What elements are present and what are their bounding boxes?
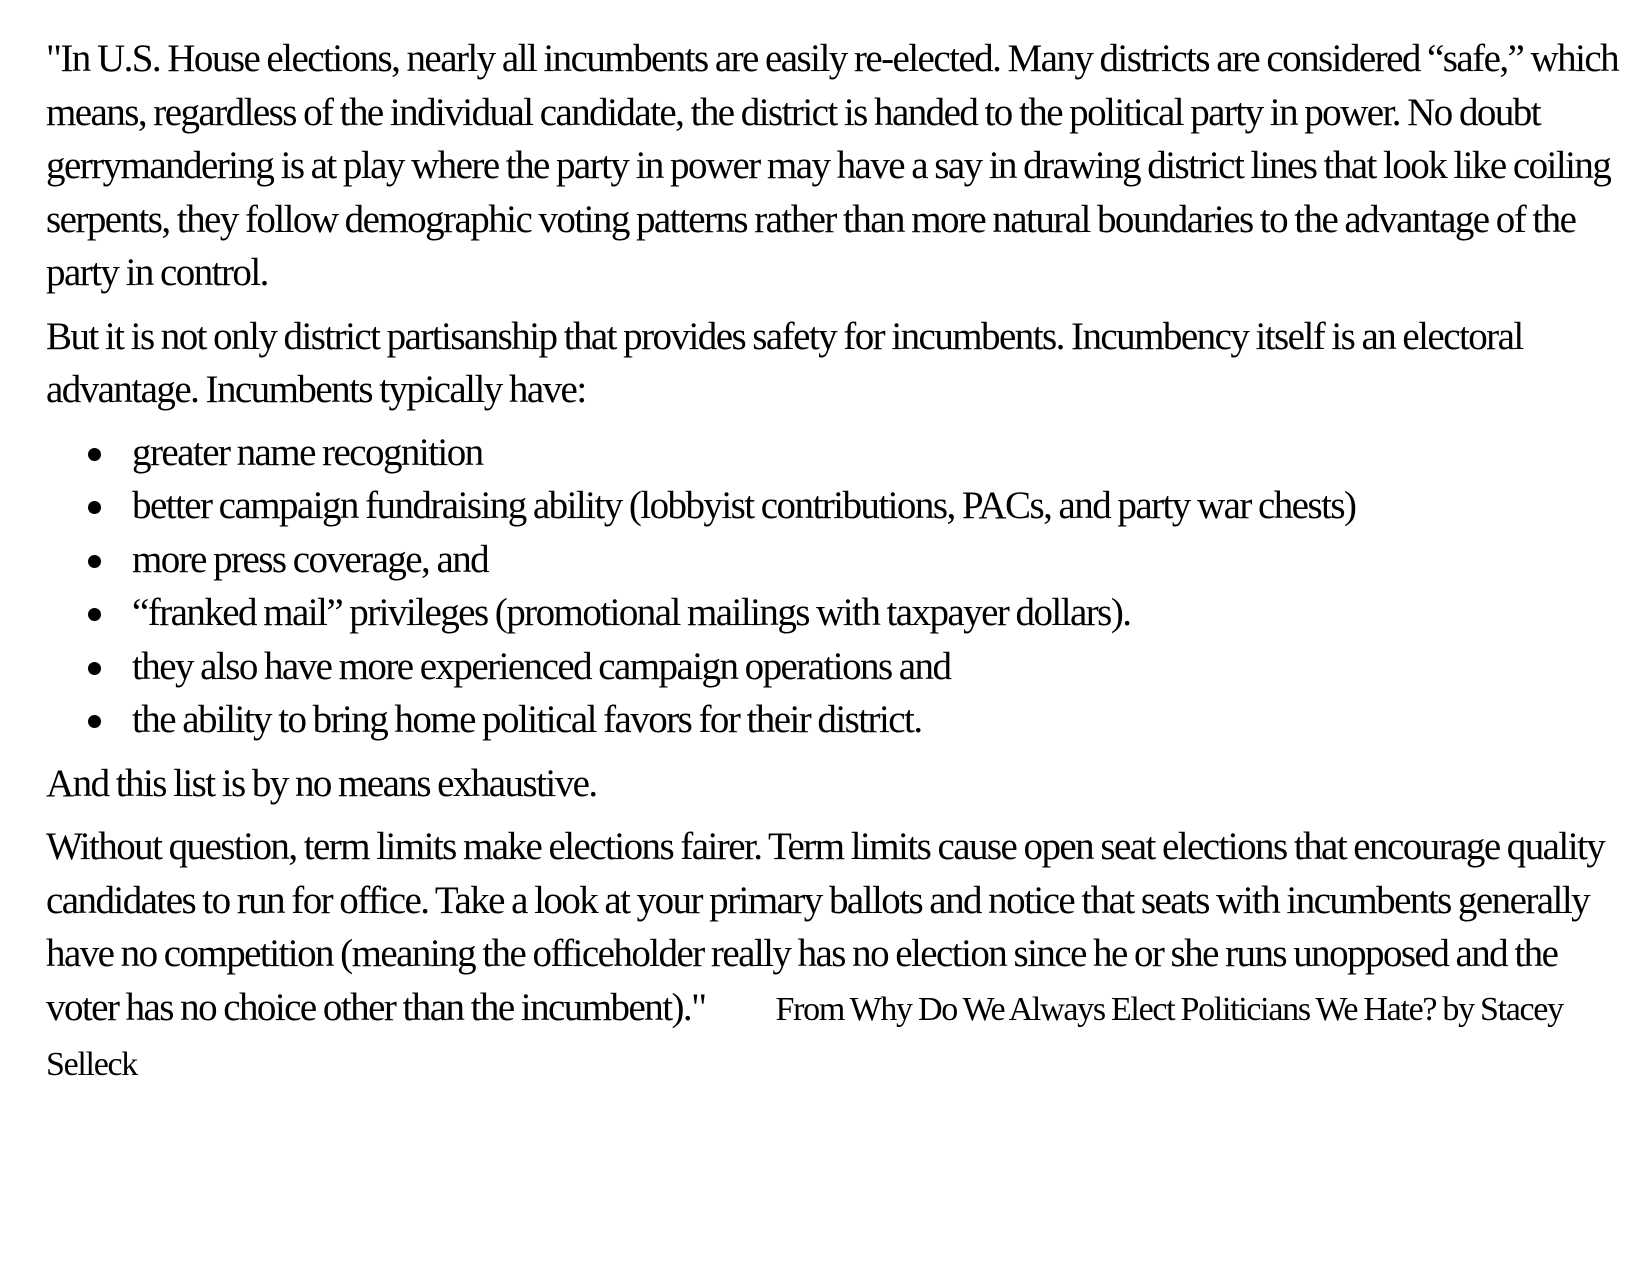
- paragraph-term-limits-text: Without question, term limits make elections fairer. Term limits cause open seat elections that encourage quality candidates to run for office. Take a look at your primary ballots and notice that seats with incumbents generally have no competition (meaning the officeholder really has no election since he or she runs unopposed and the voter has no choice other than the incumbent).": [46, 825, 1605, 1029]
- list-item-text: greater name recognition: [132, 430, 483, 474]
- list-item: [46, 640, 1626, 694]
- paragraph-incumbency-advantage: But it is not only district partisanship that provides safety for incumbents. Incumbency itself is an electoral advantage. Incumbents typically have:: [46, 314, 1523, 411]
- list-item: [46, 533, 1626, 587]
- list-item-text: more press coverage, and: [132, 537, 489, 581]
- paragraph-term-limits: [46, 820, 1626, 1092]
- list-item: [46, 479, 1626, 533]
- bullet-dot-icon: [88, 715, 101, 728]
- source-attribution: From Why Do We Always Elect Politicians We Hate? by Stacey Selleck: [46, 990, 1563, 1083]
- list-item-text: “franked mail” privileges (promotional mailings with taxpayer dollars).: [132, 591, 1131, 634]
- document-body: [46, 32, 1626, 1092]
- bullet-dot-icon: [88, 555, 101, 568]
- paragraph-list-not-exhaustive: And this list is by no means exhaustive.: [46, 761, 597, 805]
- list-item-text: the ability to bring home political favors for their district.: [132, 698, 922, 741]
- paragraph-incumbents-reelected: "In U.S. House elections, nearly all incumbents are easily re-elected. Many districts are considered “safe,” which means, regardless of the individual candidate, the district is handed to the political party in power. No doubt gerrymandering is at play where the party in power may have a say in drawing district lines that look like coiling serpents, they follow demographic voting patterns rather than more natural boundaries to the advantage of the party in control.: [46, 37, 1619, 294]
- list-item: [46, 586, 1626, 640]
- list-item-text: better campaign fundraising ability (lobbyist contributions, PACs, and party war chests): [132, 484, 1356, 527]
- list-item: [46, 693, 1626, 747]
- list-item-text: they also have more experienced campaign operations and: [132, 644, 951, 688]
- bullet-dot-icon: [88, 501, 101, 514]
- bullet-dot-icon: [88, 448, 101, 461]
- bullet-dot-icon: [88, 662, 101, 675]
- advantages-list: [46, 426, 1626, 747]
- list-item: [46, 426, 1626, 480]
- bullet-dot-icon: [88, 608, 101, 621]
